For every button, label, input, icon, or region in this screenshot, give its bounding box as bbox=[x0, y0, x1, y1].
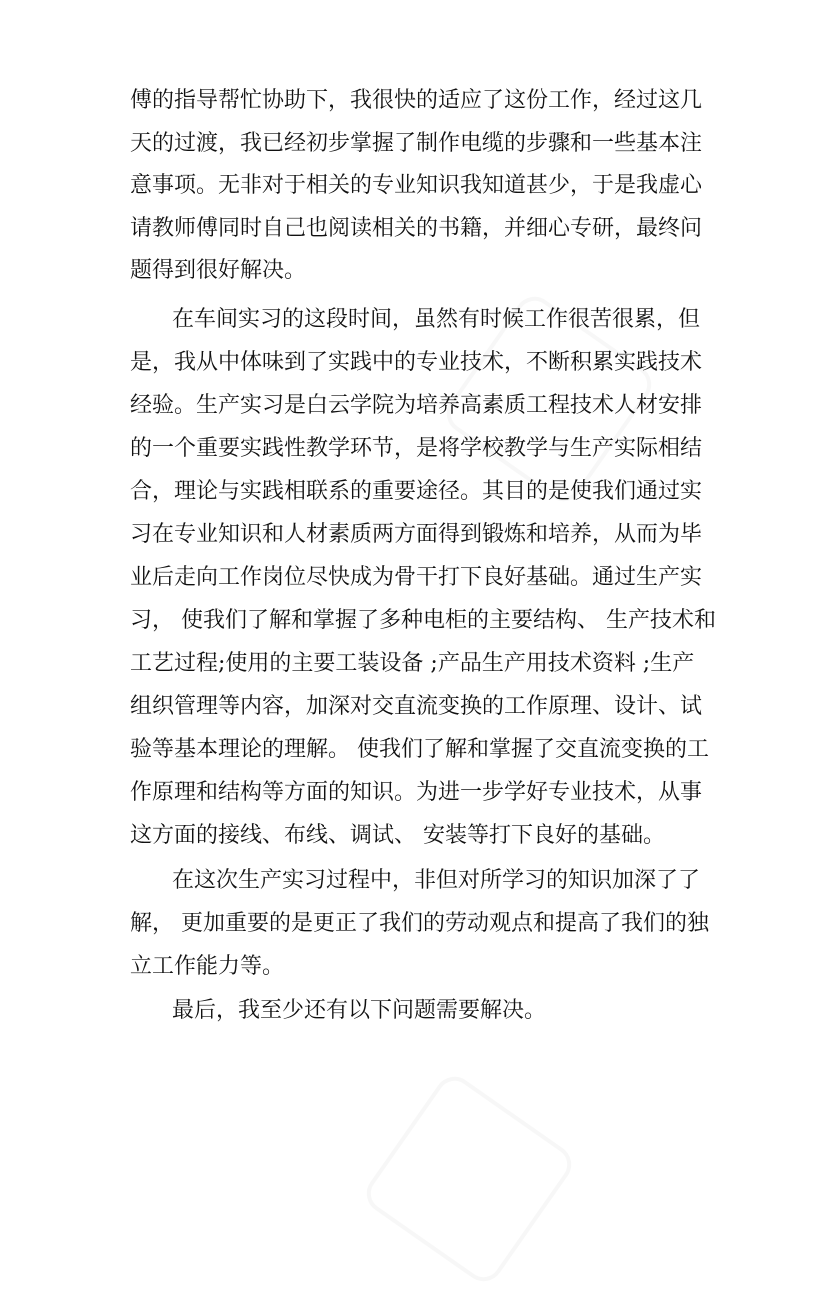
text-line: 验等基本理论的理解。 使我们了解和掌握了交直流变换的工 bbox=[130, 737, 709, 762]
text-line: 请教师傅同时自己也阅读相关的书籍，并细心专研，最终问 bbox=[130, 216, 703, 241]
text-line: 立工作能力等。 bbox=[130, 954, 285, 979]
text-line: 作原理和结构等方面的知识。为进一步学好专业技术，从事 bbox=[130, 780, 703, 805]
text-line: 题得到很好解决。 bbox=[130, 258, 307, 283]
text-line: 这方面的接线、布线、调试、 安装等打下良好的基础。 bbox=[130, 823, 665, 848]
text-line: 在车间实习的这段时间，虽然有时候工作很苦很累，但 bbox=[172, 307, 701, 332]
text-line: 最后，我至少还有以下问题需要解决。 bbox=[172, 998, 547, 1023]
text-line: 习在专业知识和人材素质两方面得到锻炼和培养，从而为毕 bbox=[130, 522, 703, 547]
watermark-mark bbox=[359, 1069, 579, 1289]
text-line: 意事项。无非对于相关的专业知识我知道甚少，于是我虚心 bbox=[130, 173, 703, 198]
text-line: 的一个重要实践性教学环节，是将学校教学与生产实际相结 bbox=[130, 436, 703, 461]
text-line: 合，理论与实践相联系的重要途径。其目的是使我们通过实 bbox=[130, 479, 703, 504]
text-line: 组织管理等内容，加深对交直流变换的工作原理、设计、试 bbox=[130, 694, 703, 719]
text-line: 傅的指导帮忙协助下，我很快的适应了这份工作，经过这几 bbox=[130, 88, 703, 113]
text-line: 工艺过程;使用的主要工装设备 ;产品生产用技术资料 ;生产 bbox=[130, 651, 695, 676]
text-line: 习， 使我们了解和掌握了多种电柜的主要结构、 生产技术和 bbox=[130, 608, 716, 633]
text-line: 天的过渡，我已经初步掌握了制作电缆的步骤和一些基本注 bbox=[130, 131, 703, 156]
text-line: 业后走向工作岗位尽快成为骨干打下良好基础。通过生产实 bbox=[130, 565, 703, 590]
text-line: 经验。生产实习是白云学院为培养高素质工程技术人材安排 bbox=[130, 393, 703, 418]
text-line: 是，我从中体味到了实践中的专业技术，不断积累实践技术 bbox=[130, 350, 703, 375]
text-line: 在这次生产实习过程中，非但对所学习的知识加深了了 bbox=[172, 868, 701, 893]
text-line: 解， 更加重要的是更正了我们的劳动观点和提高了我们的独 bbox=[130, 911, 709, 936]
